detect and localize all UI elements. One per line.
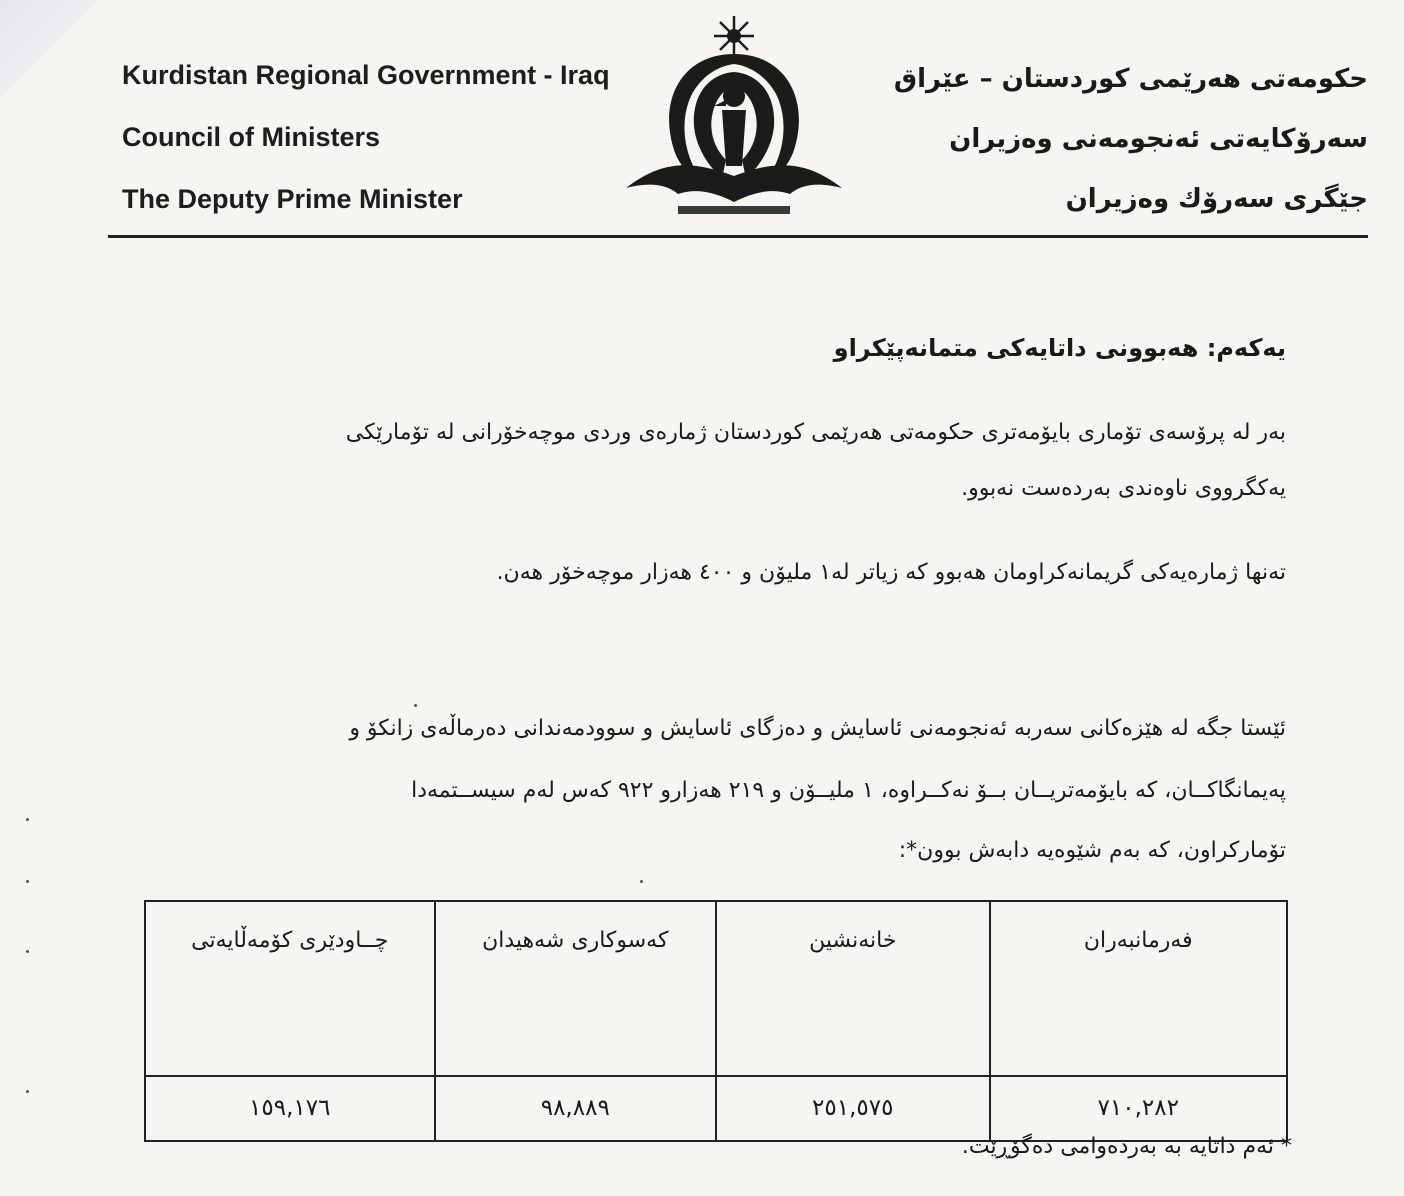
table-row — [145, 1076, 1287, 1141]
header-en-line3: The Deputy Prime Minister — [122, 184, 463, 214]
header-en-line2: Council of Ministers — [122, 122, 381, 152]
scan-speck — [26, 1090, 29, 1093]
paper-fold — [0, 0, 120, 120]
paragraph1-line2: یەكگرووی ناوەندی بەردەست نەبوو. — [961, 476, 1286, 501]
table-value-cell: ٩٨,٨٨٩ — [435, 1076, 717, 1141]
header-ku-line3: جێگری سەرۆك وەزیران — [1065, 184, 1368, 214]
scan-speck — [26, 880, 29, 883]
table-header-cell: فەرمانبەران — [990, 901, 1287, 1076]
scan-speck — [640, 880, 643, 883]
header-ku-line1: حكومەتی هەرێمی كوردستان – عێراق — [893, 64, 1368, 94]
paragraph3-line1: ئێستا جگە لە هێزەكانی سەربە ئەنجومەنی ئاسایش و دەزگای ئاسایش و سوودمەندانی دەرماڵەی زانكۆ و — [349, 716, 1286, 741]
krg-eagle-emblem-icon — [622, 10, 846, 224]
table-header-cell: چــاودێری كۆمەڵایەتی — [145, 901, 435, 1076]
footnote: * ئەم داتایە بە بەردەوامی دەگۆڕێت. — [961, 1134, 1292, 1159]
header-ku-line2: سەرۆكایەتی ئەنجومەنی وەزیران — [949, 124, 1368, 154]
paragraph3-line2: پەیمانگاكــان، كە بایۆمەتریــان بــۆ نەكــراوە، ١ ملیــۆن و ٢١٩ هەزارو ٩٢٢ كەس لەم سیســتمەدا — [411, 778, 1286, 803]
table-header-row — [145, 901, 1287, 1076]
table-header-cell: خانەنشین — [716, 901, 990, 1076]
distribution-table — [144, 900, 1288, 1142]
table-value-cell: ١٥٩,١٧٦ — [145, 1076, 435, 1141]
header-en-line1: Kurdistan Regional Government - Iraq — [122, 60, 610, 90]
header-divider — [108, 235, 1368, 238]
table-value-cell: ٧١٠,٢٨٢ — [990, 1076, 1287, 1141]
scan-speck — [26, 818, 29, 821]
section-heading: یەكەم: هەبوونی داتایەكی متمانەپێكراو — [833, 334, 1286, 362]
paragraph3-line3: تۆماركراون، كە بەم شێوەیە دابەش بوون*: — [898, 838, 1286, 863]
table-value-cell: ٢٥١,٥٧٥ — [716, 1076, 990, 1141]
table-header-cell: كەسوكاری شەهیدان — [435, 901, 717, 1076]
scan-speck — [414, 704, 417, 707]
scan-speck — [26, 950, 29, 953]
paragraph2: تەنها ژمارەیەكی گریمانەكراومان هەبوو كە زیاتر لە١ ملیۆن و ٤٠٠ هەزار موچەخۆر هەن. — [496, 560, 1286, 585]
paragraph1-line1: بەر لە پرۆسەی تۆماری بایۆمەتری حكومەتی هەرێمی كوردستان ژمارەی وردی موچەخۆرانی لە تۆمارێكی — [345, 420, 1286, 445]
